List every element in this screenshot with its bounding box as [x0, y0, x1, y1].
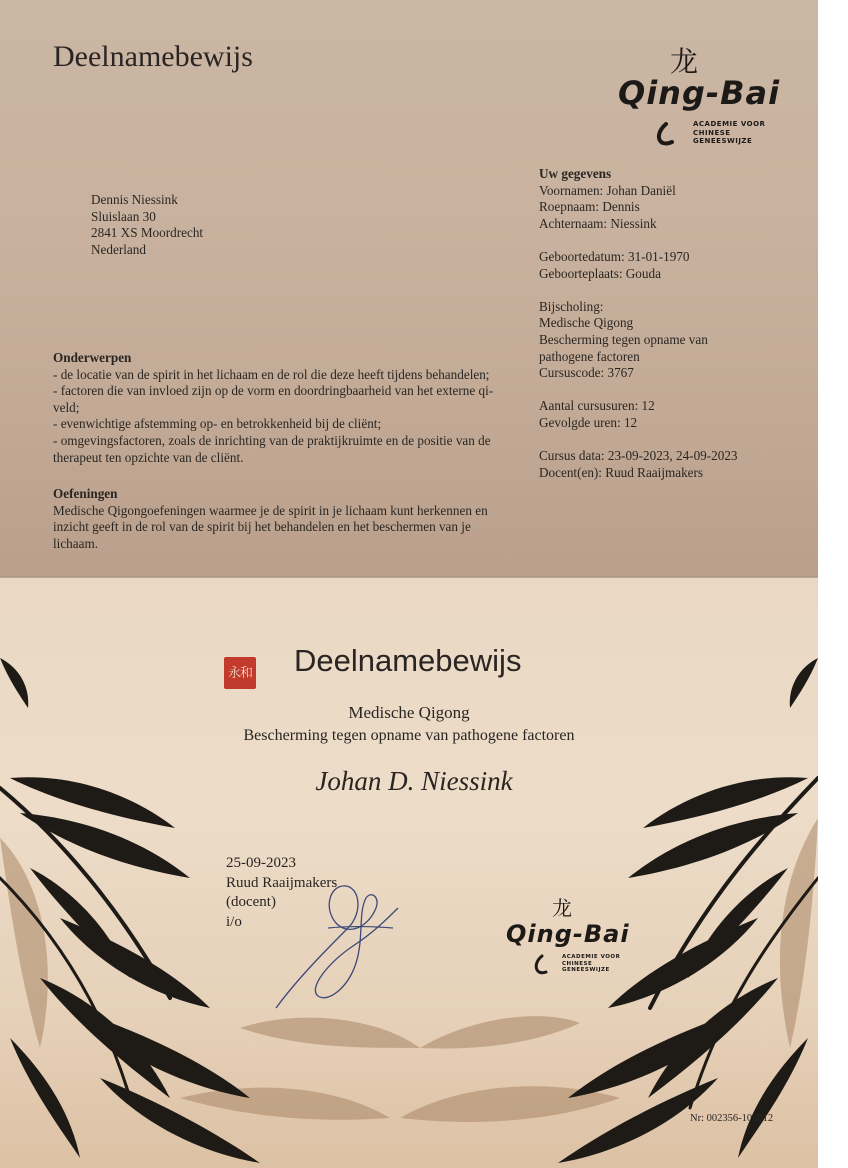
detail-line: Bescherming tegen opname van [539, 331, 708, 347]
logo-brand: Qing-Bai [618, 74, 781, 112]
topic-line: veld; [53, 399, 80, 415]
detail-line: Cursus data: 23-09-2023, 24-09-2023 [539, 448, 738, 464]
info-sheet [0, 0, 818, 578]
red-seal-stamp [224, 657, 256, 689]
topic-line: - evenwichtige afstemming op- en betrokkenheid bij de cliënt; [53, 416, 382, 432]
logo-brand-certificate: Qing-Bai [506, 920, 630, 948]
handwritten-signature [268, 868, 428, 1018]
certificate-number: Nr: 002356-103812 [690, 1113, 774, 1124]
participant-name: Johan D. Niessink [315, 766, 513, 796]
personal-details [539, 166, 738, 481]
logo-subtitle-certificate-1: ACADEMIE VOOR [562, 954, 621, 960]
address-line: Dennis Niessink [91, 192, 178, 207]
topics-heading: Onderwerpen [53, 350, 132, 365]
exercises-heading: Oefeningen [53, 486, 118, 501]
address-line: Sluislaan 30 [91, 208, 156, 224]
signature-line: 25-09-2023 [226, 855, 296, 871]
exercise-line: Medische Qigongoefeningen waarmee je de spirit in je lichaam kunt herkennen en [53, 502, 488, 518]
exercise-line: inzicht geeft in de rol van de spirit bij het behandelen en het beschermen van je [53, 519, 471, 535]
signature-line: Ruud Raaijmakers [226, 874, 338, 891]
exercises-lines [53, 503, 523, 553]
signature-line: i/o [226, 913, 242, 930]
detail-line [539, 432, 738, 449]
topic-line: - de locatie van de spirit in het lichaam en de rol die deze heeft tijdens behandelen; [53, 366, 490, 382]
address-block [91, 192, 203, 258]
detail-line: Geboortedatum: 31-01-1970 [539, 248, 690, 264]
topic-line: therapeut ten opzichte van de cliënt. [53, 449, 244, 465]
seal-text: 永和 [227, 666, 252, 681]
details-heading: Uw gegevens [539, 166, 612, 181]
certificate-title: Deelnamebewijs [294, 643, 522, 678]
detail-line: Cursuscode: 3767 [539, 365, 634, 381]
course-name: Medische Qigong [348, 703, 470, 722]
detail-line: Docent(en): Ruud Raaijmakers [539, 464, 704, 480]
detail-line [539, 232, 738, 249]
signature-line: (docent) [226, 894, 276, 910]
exercise-line: lichaam. [53, 535, 99, 551]
detail-line: Gevolgde uren: 12 [539, 414, 638, 430]
topic-line: - omgevingsfactoren, zoals de inrichting van de praktijkruimte en de positie van de [53, 432, 491, 448]
logo-subtitle-1: ACADEMIE VOOR [693, 120, 766, 128]
logo-character: 龙 [670, 45, 700, 78]
detail-line: pathogene factoren [539, 348, 640, 364]
topics-lines [53, 367, 523, 467]
address-line: 2841 XS Moordrecht [91, 225, 204, 241]
qing-bai-logo-certificate [504, 892, 634, 982]
detail-line: Medische Qigong [539, 315, 634, 331]
detail-line: Geboorteplaats: Gouda [539, 265, 661, 281]
exercises-section [53, 486, 523, 552]
details-lines [539, 183, 738, 482]
topics-section [53, 350, 523, 466]
topic-line: - factoren die van invloed zijn op de vorm en doordringbaarheid van het externe qi- [53, 383, 494, 399]
logo-character-certificate: 龙 [552, 896, 573, 920]
detail-line: Roepnaam: Dennis [539, 199, 640, 215]
logo-subtitle-2: CHINESE GENEESWIJZE [693, 129, 753, 145]
detail-line: Bijscholing: [539, 298, 604, 314]
logo-subtitle-certificate-2: CHINESE GENEESWIJZE [562, 961, 610, 973]
detail-line [539, 282, 738, 299]
detail-line: Aantal cursusuren: 12 [539, 398, 655, 414]
detail-line: Voornamen: Johan Daniël [539, 182, 676, 198]
detail-line [539, 382, 738, 399]
qing-bai-logo [614, 38, 784, 148]
sheet-title: Deelnamebewijs [53, 40, 253, 73]
detail-line: Achternaam: Niessink [539, 215, 657, 231]
course-subtitle: Bescherming tegen opname van pathogene factoren [243, 727, 575, 744]
address-line: Nederland [91, 241, 146, 257]
